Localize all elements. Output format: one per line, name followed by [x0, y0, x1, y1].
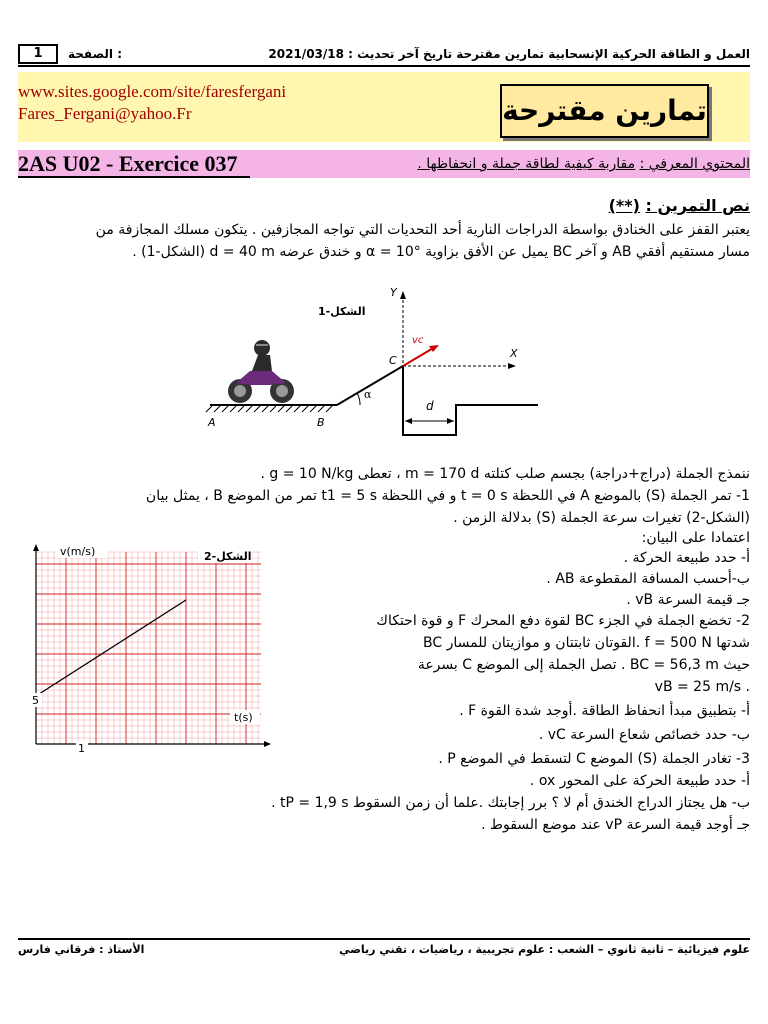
text-line: يعتبر القفز على الخنادق بواسطة الدراجات النارية أحد التحديات التي تواجه المجازفين . يتكون مسلك المجازفة من — [95, 222, 750, 238]
y-axis-label: Y — [390, 286, 397, 299]
velocity-label: vc — [412, 335, 424, 346]
content-label: المحتوي المعرفي : — [639, 156, 750, 172]
width-arrowhead-right — [447, 418, 454, 424]
ground-hatching — [206, 406, 332, 412]
width-arrowhead-left — [405, 418, 412, 424]
header-divider — [18, 65, 750, 67]
footer-subject: علوم فيزيائية – ثانية ثانوي – الشعب : علوم تجريبية ، رياضيات ، تقني رياضي — [339, 943, 750, 956]
footer-teacher: الأستاذ : فرقاني فارس — [18, 943, 145, 956]
footer-divider — [18, 938, 750, 940]
chart-y-tick-label: 5 — [32, 694, 39, 707]
text-line: أ- حدد طبيعة الحركة . — [623, 550, 750, 566]
page-number-box — [18, 44, 58, 64]
trench — [403, 366, 538, 435]
point-c-label: C — [389, 354, 397, 367]
header-row — [18, 44, 750, 64]
angle-label: α — [364, 388, 372, 401]
text-line: جـ قيمة السرعة vB . — [626, 592, 750, 608]
chart-background — [18, 540, 273, 760]
text-line: ب- هل يجتاز الدراج الخندق أم لا ؟ برر إجابتك .علما أن زمن السقوط tP = 1,9 s . — [271, 795, 750, 811]
width-label: d — [426, 399, 434, 413]
y-axis-arrow — [400, 291, 406, 299]
text-line: 3- تغادر الجملة (S) الموضع C لتسقط في الموضع P . — [438, 751, 750, 767]
figure-2-chart — [18, 540, 273, 760]
text-line: ب- حدد خصائص شعاع السرعة vC . — [538, 727, 750, 743]
text-line: مسار مستقيم أفقي AB و آخر BC يميل عن الأفق بزاوية α = 10° و خندق عرضه d = 40 m (الشكل-1) . — [132, 244, 750, 260]
exercise-title — [609, 196, 750, 215]
content-value: مقاربة كيفية لطاقة جملة و انحفاظها . — [417, 156, 636, 172]
text-line: أ- حدد طبيعة الحركة على المحور ox . — [529, 773, 750, 789]
motorcycle-icon — [228, 340, 294, 403]
velocity-vector — [403, 347, 435, 366]
chart-xlabel: t(s) — [234, 711, 253, 724]
header-title: العمل و الطاقة الحركية الإنسحابية تمارين مقترحة تاريخ آخر تحديث : 2021/03/18 — [268, 47, 750, 61]
point-b-label: B — [317, 416, 325, 429]
banner-title: تمارين مقترحة — [500, 84, 709, 138]
text-line: شدتها f = 500 N .القوتان ثابتتان و موازيتان للمسار BC — [423, 635, 750, 651]
x-axis-arrow — [508, 363, 516, 369]
point-a-label: A — [208, 416, 216, 429]
text-line: جـ أوجد قيمة السرعة vP عند موضع السقوط . — [481, 817, 750, 833]
text-line: 2- تخضع الجملة في الجزء BC لقوة دفع المحرك F و قوة احتكاك — [376, 613, 750, 629]
exercise-code-underline — [18, 176, 250, 178]
text-line: ب-أحسب المسافة المقطوعة AB . — [546, 571, 750, 587]
content-line — [417, 156, 750, 172]
website-link[interactable]: www.sites.google.com/site/faresfergani — [18, 82, 287, 101]
velocity-arrowhead — [429, 345, 439, 352]
page-number: 1 — [33, 46, 43, 61]
exercise-code: 2AS U02 - Exercice 037 — [18, 151, 238, 176]
text-line: 1- تمر الجملة (S) بالموضع A في اللحظة t = 0 s و في اللحظة t1 = 5 s تمر من الموضع B ، يمثل بيان — [145, 488, 750, 504]
text-line: (الشكل-2) تغيرات سرعة الجملة (S) بدلالة الزمن . — [453, 510, 750, 526]
chart-ylabel: v(m/s) — [60, 545, 96, 558]
text-line: اعتمادا على البيان: — [641, 530, 750, 546]
angle-arc — [357, 393, 360, 405]
text-line: أ- بتطبيق مبدأ انحفاظ الطاقة .أوجد شدة القوة F . — [459, 703, 750, 719]
email-link[interactable]: Fares_Fergani@yahoo.Fr — [18, 104, 192, 123]
x-axis-label: X — [510, 347, 518, 360]
text-line: . vB = 25 m/s — [654, 679, 750, 695]
chart-x-tick-label: 1 — [78, 742, 85, 755]
figure-1-label: الشكل-1 — [318, 305, 366, 318]
chart-title: الشكل-2 — [204, 550, 252, 563]
text-line: حيث BC = 56,3 m . تصل الجملة إلى الموضع C بسرعة — [417, 657, 750, 673]
exercise-title-label: نص التمرين : — [645, 196, 750, 215]
exercise-difficulty: (**) — [608, 196, 640, 215]
page-label: الصفحة : — [68, 47, 122, 61]
figure-1-diagram — [200, 285, 540, 450]
text-line: ننمذج الجملة (دراج+دراجة) بجسم صلب كتلته m = 170 d ، تعطى g = 10 N/kg . — [260, 466, 750, 482]
